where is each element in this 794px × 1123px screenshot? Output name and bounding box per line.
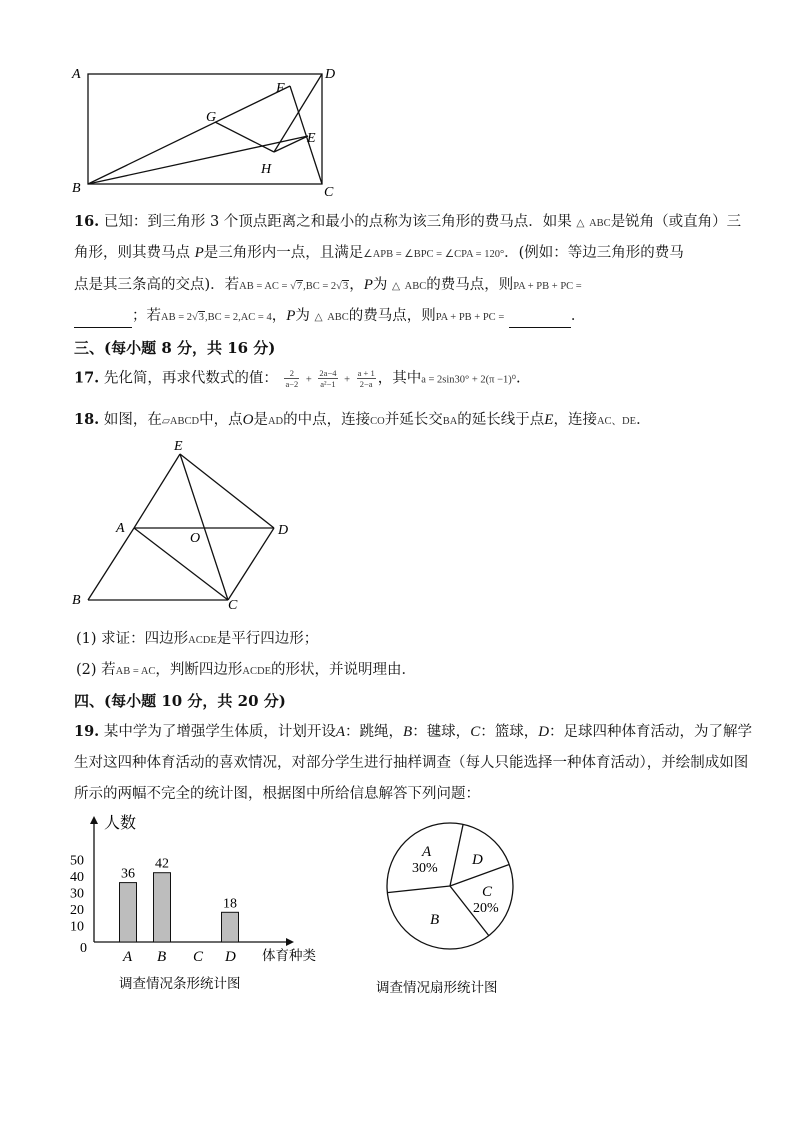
label-F: F: [276, 81, 285, 96]
q16-line2: 角形，则其费马点 P是三角形内一点，且满足∠APB = ∠BPC = ∠CPA = 120°．(例如：等边三角形的费马: [74, 245, 684, 261]
slice-label-D: D: [472, 852, 483, 868]
slice-divider: [387, 886, 450, 893]
q16-number: 16.: [74, 213, 100, 230]
q18-part1: (1) 求证：四边形ACDE是平行四边形；: [76, 631, 319, 647]
y-tick-label: 0: [80, 941, 87, 956]
pie-chart-title: 调查情况扇形统计图: [376, 980, 498, 996]
slice-label-C: C: [482, 884, 493, 900]
pie-chart: [370, 810, 540, 1005]
x-axis-label: 体育种类: [262, 948, 316, 964]
label-H: H: [261, 162, 272, 177]
parallelogram-figure: [60, 436, 310, 616]
y-tick-label: 20: [70, 903, 84, 918]
y-axis-label: 人数: [104, 815, 137, 832]
label-O: O: [190, 531, 201, 546]
label-B: B: [72, 593, 81, 608]
bar-chart-title: 调查情况条形统计图: [119, 976, 241, 992]
q19-number: 19.: [74, 723, 100, 740]
label-E: E: [307, 131, 316, 146]
bar-chart: [64, 808, 344, 1003]
q19-line3: 所示的两幅不完全的统计图，根据图中所给信息解答下列问题：: [74, 786, 480, 802]
bar-B: [154, 873, 171, 942]
data-label-D: 18: [223, 896, 237, 912]
q17-number: 17.: [74, 369, 100, 387]
rectangle-figure: [60, 60, 350, 200]
fraction-3: $\frac{a + 1}{2-a}$: [357, 368, 375, 389]
q18-part2: (2) 若AB = AC，判断四边形ACDE的形状，并说明理由．: [76, 662, 417, 678]
q16-line3: 点是其三条高的交点)．若AB = AC = √7,BC = 2√3，P为 △ ABC的费马点，则PA + PB + PC =: [74, 277, 582, 293]
x-tick-label: D: [225, 949, 236, 965]
slice-label-B: B: [430, 912, 440, 928]
y-tick-label: 30: [70, 886, 84, 902]
label-B: B: [72, 181, 81, 196]
answer-blank-2[interactable]: [509, 313, 571, 328]
slice-percent-C: 20%: [473, 901, 499, 916]
y-axis-arrow: [90, 816, 98, 824]
slice-percent-A: 30%: [412, 861, 438, 876]
q16-line1: 16. 已知：到三角形 3 个顶点距离之和最小的点称为该三角形的费马点．如果 △ ABC是锐角（或直角）三: [74, 213, 742, 230]
label-C: C: [324, 185, 334, 200]
x-tick-label: A: [123, 949, 133, 965]
label-C: C: [228, 598, 238, 613]
fraction-1: $\frac{2}{a-2}$: [285, 368, 299, 389]
q18-number: 18.: [74, 411, 100, 428]
slice-divider: [450, 824, 463, 886]
slice-label-A: A: [422, 844, 432, 860]
label-E: E: [174, 439, 183, 454]
bar-D: [222, 912, 239, 942]
label-D: D: [325, 67, 336, 82]
y-tick-label: 10: [70, 919, 84, 935]
data-label-B: 42: [155, 856, 169, 872]
label-D: D: [278, 523, 289, 538]
x-axis-arrow: [286, 938, 294, 946]
data-label-A: 36: [121, 866, 135, 882]
x-tick-label: C: [193, 949, 204, 965]
answer-blank-1[interactable]: [74, 313, 132, 328]
section-4-heading: 四、(每小题 10 分，共 20 分): [74, 692, 286, 710]
label-G: G: [206, 110, 217, 125]
y-tick-label: 50: [70, 853, 84, 869]
label-A: A: [72, 67, 81, 82]
q17-line: 17. 先化简，再求代数式的值： $\frac{2}{a-2}$ + $\frac{2a-4}{\text{a²−1}}$ + $\frac{a + 1}{2-a}$ ，其中a = 2sin30° + 2(π −1)⁰.: [74, 368, 521, 389]
q16-line4: ；若AB = 2√3,BC = 2,AC = 4，P为 △ ABC的费马点，则PA + PB + PC = ．: [74, 306, 585, 328]
bar-A: [120, 883, 137, 942]
q19-line2: 生对这四种体育活动的喜欢情况，对部分学生进行抽样调查（每人只能选择一种体育活动），并绘制成如图: [74, 755, 749, 771]
section-3-heading: 三、(每小题 8 分，共 16 分): [74, 339, 276, 357]
x-tick-label: B: [157, 949, 167, 965]
y-tick-label: 40: [70, 870, 84, 885]
fraction-2: $\frac{2a-4}{\text{a²−1}}$: [319, 368, 337, 389]
q18-line: 18. 如图，在▱ABCD中，点O是AD的中点，连接CO并延长交BA的延长线于点E，连接AC、DE．: [74, 411, 651, 428]
label-A: A: [116, 521, 125, 536]
q19-line1: 19. 某中学为了增强学生体质，计划开设A：跳绳，B：毽球，C：篮球，D：足球四种体育活动，为了解学: [74, 723, 753, 740]
